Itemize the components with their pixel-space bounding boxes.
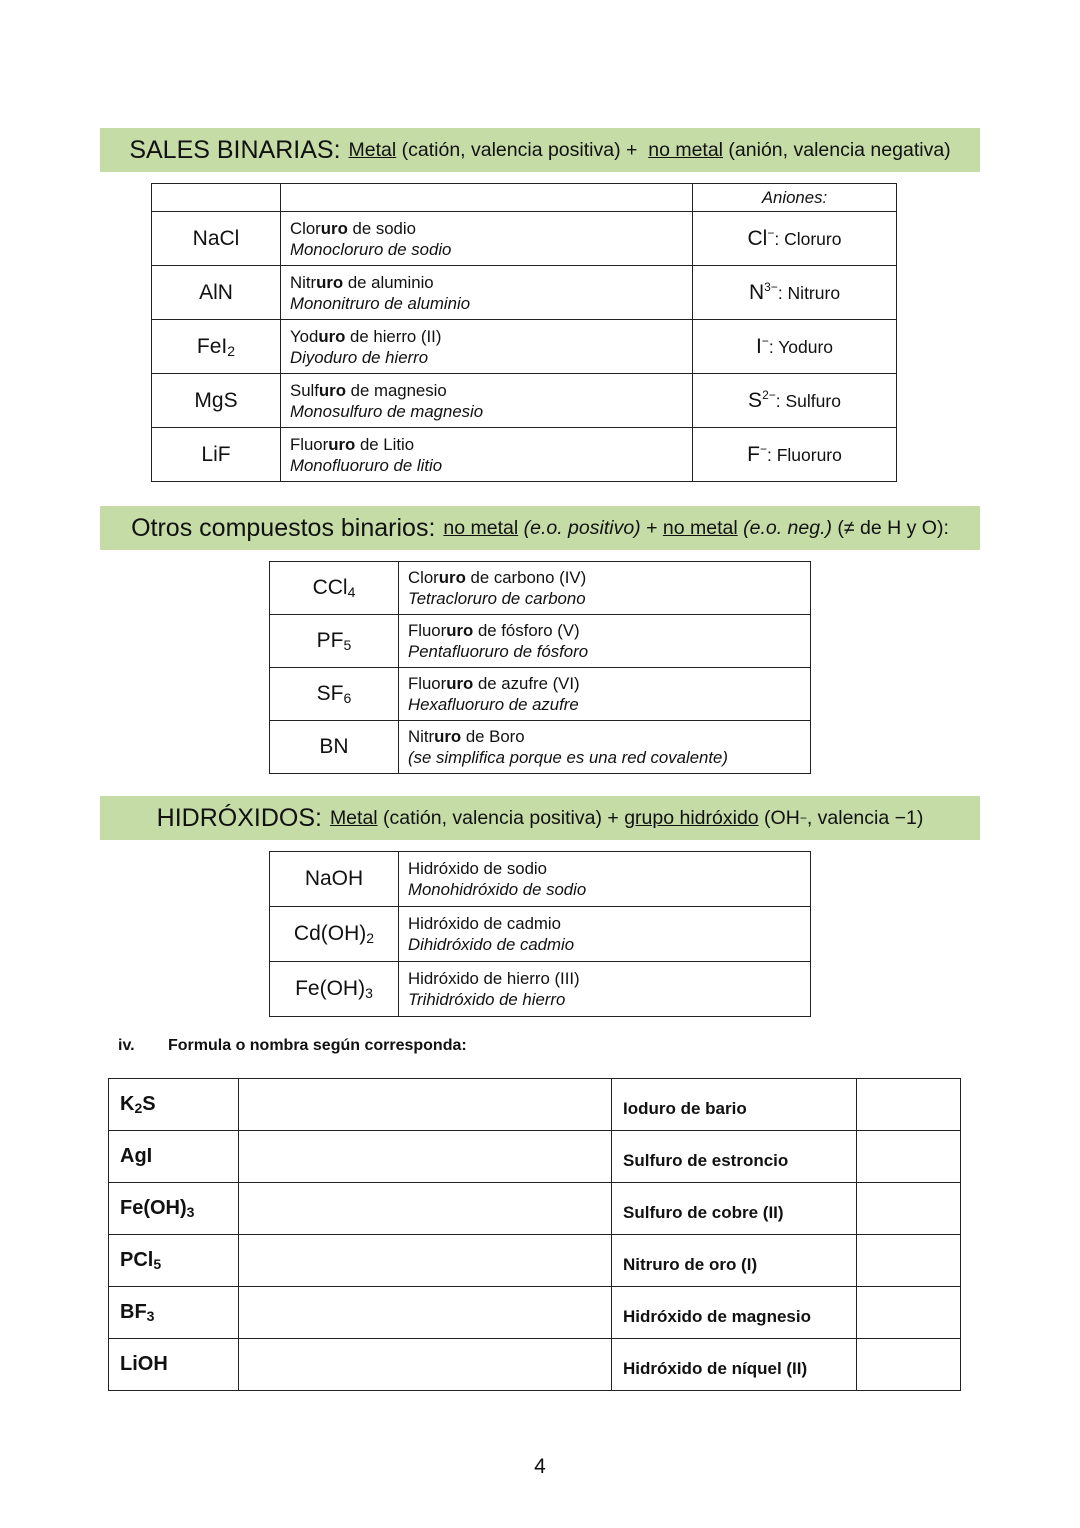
formula: NaCl — [152, 212, 281, 266]
answer-name-field[interactable] — [239, 1235, 612, 1287]
hidroxidos-header: HIDRÓXIDOS: Metal (catión, valencia positiva) + grupo hidróxido (OH − , valencia −1) — [100, 796, 980, 840]
formula: NaOH — [270, 852, 399, 907]
exercise-row — [109, 1079, 961, 1131]
exercise-formula: AgI — [109, 1131, 239, 1183]
answer-formula-field[interactable] — [857, 1183, 961, 1235]
exercise-row — [109, 1131, 961, 1183]
formula: $Cd(OH)_2$ — [270, 907, 399, 962]
exercise-row — [109, 1235, 961, 1287]
exercise-formula: $K_2S$ — [109, 1079, 239, 1131]
table-row: NaOH Hidróxido de sodio Monohidróxido de sodio — [270, 852, 811, 907]
sales-binarias-header: SALES BINARIAS: Metal (catión, valencia positiva) + no metal (anión, valencia negativa) — [100, 128, 980, 172]
sales-binarias-table — [151, 183, 897, 482]
formula: $Fe(OH)_3$ — [270, 962, 399, 1017]
anion-cell: Cl−: Cloruro — [693, 212, 897, 266]
exercise-name: Hidróxido de magnesio — [612, 1287, 857, 1339]
table-row: $SF_6$ Fluoruro de azufre (VI) Hexafluoruro de azufre — [270, 668, 811, 721]
formula: FeI$_2$ — [152, 320, 281, 374]
answer-formula-field[interactable] — [857, 1287, 961, 1339]
answer-formula-field[interactable] — [857, 1079, 961, 1131]
page-number: 4 — [534, 1455, 546, 1478]
anion-cell: I−: Yoduro — [693, 320, 897, 374]
formula: $PF_5$ — [270, 615, 399, 668]
anion-header: Aniones: — [693, 184, 897, 212]
table-row: BN Nitruro de Boro (se simplifica porque es una red covalente) — [270, 721, 811, 774]
exercise-name: Nitruro de oro (I) — [612, 1235, 857, 1287]
exercise-formula: $Fe(OH)_3$ — [109, 1183, 239, 1235]
exercise-row — [109, 1339, 961, 1391]
hidroxidos-table — [269, 851, 811, 1017]
otros-compuestos-header: Otros compuestos binarios: no metal (e.o. positivo) + no metal (e.o. neg.) (≠ de H y O): — [100, 506, 980, 550]
table-row: $Fe(OH)_3$ Hidróxido de hierro (III) Trihidróxido de hierro — [270, 962, 811, 1017]
table-row: $Cd(OH)_2$ Hidróxido de cadmio Dihidróxido de cadmio — [270, 907, 811, 962]
exercise-name: Hidróxido de níquel (II) — [612, 1339, 857, 1391]
exercise-formula: PCl$_5$ — [109, 1235, 239, 1287]
table-row: FeI$_2$ Yoduro de hierro (II) Diyoduro de hierro I−: Yoduro — [152, 320, 897, 374]
exercise-name: Ioduro de bario — [612, 1079, 857, 1131]
exercise-row — [109, 1287, 961, 1339]
answer-name-field[interactable] — [239, 1287, 612, 1339]
exercise-name: Sulfuro de estroncio — [612, 1131, 857, 1183]
otros-compuestos-table — [269, 561, 811, 774]
formula: MgS — [152, 374, 281, 428]
table-header-row — [152, 184, 897, 212]
exercise-formula: LiOH — [109, 1339, 239, 1391]
table-row: NaCl Cloruro de sodio Monocloruro de sodio Cl−: Cloruro — [152, 212, 897, 266]
answer-name-field[interactable] — [239, 1079, 612, 1131]
table-row: $PF_5$ Fluoruro de fósforo (V) Pentafluoruro de fósforo — [270, 615, 811, 668]
answer-name-field[interactable] — [239, 1183, 612, 1235]
answer-name-field[interactable] — [239, 1131, 612, 1183]
exercise-formula: $BF_3$ — [109, 1287, 239, 1339]
anion-cell: $N^{3-}$: Nitruro — [693, 266, 897, 320]
answer-formula-field[interactable] — [857, 1235, 961, 1287]
formula: LiF — [152, 428, 281, 482]
exercise-name: Sulfuro de cobre (II) — [612, 1183, 857, 1235]
formula: AlN — [152, 266, 281, 320]
anion-cell: $S^{2-}$: Sulfuro — [693, 374, 897, 428]
table-row: CCl$_4$ Cloruro de carbono (IV) Tetracloruro de carbono — [270, 562, 811, 615]
anion-cell: F−: Fluoruro — [693, 428, 897, 482]
answer-formula-field[interactable] — [857, 1339, 961, 1391]
answer-formula-field[interactable] — [857, 1131, 961, 1183]
exercise-table — [108, 1078, 961, 1391]
formula: $SF_6$ — [270, 668, 399, 721]
table-row: MgS Sulfuro de magnesio Monosulfuro de magnesio $S^{2-}$: Sulfuro — [152, 374, 897, 428]
table-row: AlN Nitruro de aluminio Mononitruro de aluminio $N^{3-}$: Nitruro — [152, 266, 897, 320]
answer-name-field[interactable] — [239, 1339, 612, 1391]
exercise-instruction: iv. Formula o nombra según corresponda: — [118, 1037, 467, 1054]
formula: BN — [270, 721, 399, 774]
formula: CCl$_4$ — [270, 562, 399, 615]
table-row: LiF Fluoruro de Litio Monofluoruro de litio F−: Fluoruro — [152, 428, 897, 482]
exercise-row — [109, 1183, 961, 1235]
